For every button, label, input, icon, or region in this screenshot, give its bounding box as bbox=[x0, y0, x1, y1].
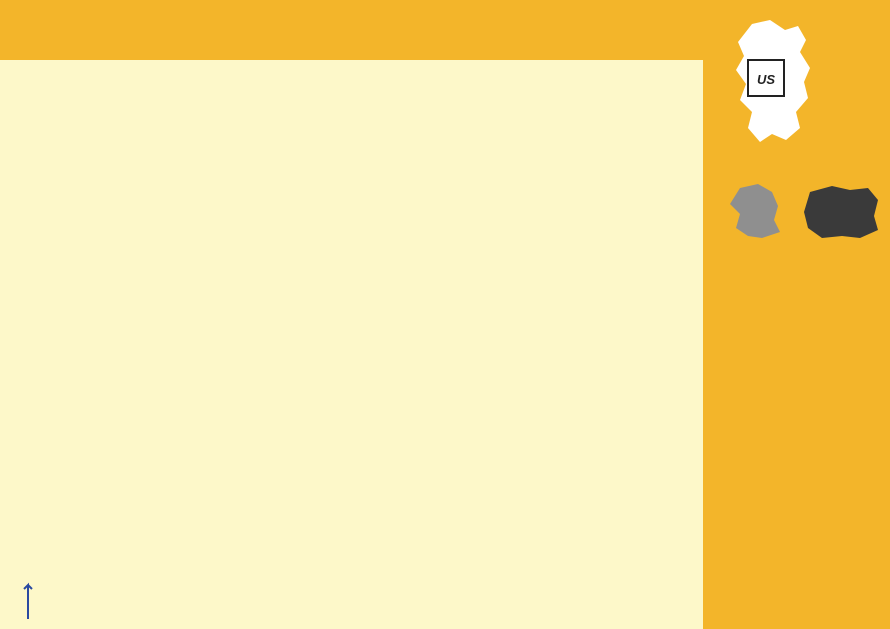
chart-construction bbox=[345, 345, 695, 535]
poland-map-icon bbox=[804, 186, 878, 238]
obr-arrow-icon bbox=[24, 585, 32, 619]
map-legend bbox=[722, 182, 882, 240]
chart-wage bbox=[5, 350, 345, 552]
chart-employment bbox=[5, 75, 335, 215]
chart-industrial-production bbox=[345, 95, 695, 315]
obr-logo bbox=[22, 577, 74, 621]
lubuskie-map-logo bbox=[730, 16, 815, 146]
svg-text:US: US bbox=[756, 72, 776, 87]
chart-unemployed bbox=[5, 222, 335, 342]
lubuskie-map-icon bbox=[730, 184, 780, 238]
